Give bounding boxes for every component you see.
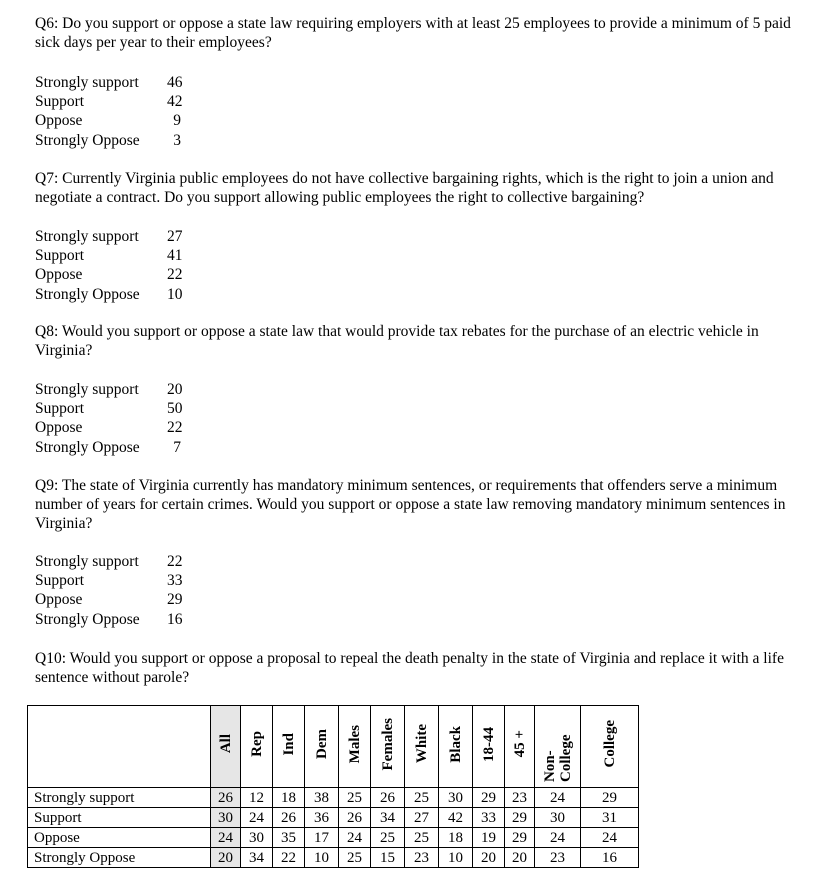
answer-value: 41	[167, 247, 183, 265]
table-cell: 33	[473, 808, 505, 828]
answer-label: Strongly Oppose	[35, 285, 140, 303]
answer-label: Support	[35, 247, 85, 265]
answer-label: Strongly support	[35, 553, 139, 570]
table-cell: 16	[581, 848, 639, 868]
table-cell: 30	[241, 828, 273, 848]
column-header: Dem	[305, 706, 339, 788]
table-row	[28, 848, 639, 868]
answer-row	[35, 285, 181, 304]
answer-label: Strongly support	[35, 381, 139, 398]
table-cell: 18	[439, 828, 473, 848]
table-cell: 10	[305, 848, 339, 868]
answer-label: Oppose	[35, 266, 83, 284]
row-label: Strongly Oppose	[28, 848, 211, 868]
column-header: Rep	[241, 706, 273, 788]
table-cell: 23	[535, 848, 581, 868]
answer-label: Strongly Oppose	[35, 131, 140, 149]
answer-label: Oppose	[35, 112, 83, 130]
column-header: College	[581, 706, 639, 788]
question-q7: Q7: Currently Virginia public employees do not have collective bargaining rights, which is the right to join a union and negotiate a contract. Do you support allowing public employees the right to collective bargaining?	[35, 170, 774, 206]
table-cell: 10	[439, 848, 473, 868]
answer-value: 33	[167, 572, 183, 590]
table-cell: 29	[473, 788, 505, 808]
answer-row	[35, 92, 181, 111]
answer-label: Oppose	[35, 591, 83, 609]
answer-value: 3	[173, 131, 181, 149]
table-header-row	[28, 706, 639, 788]
answer-row	[35, 227, 181, 246]
table-row	[28, 828, 639, 848]
table-cell: 34	[241, 848, 273, 868]
table-cell: 38	[305, 788, 339, 808]
column-header: 18-44	[473, 706, 505, 788]
answers-q9	[35, 552, 181, 629]
table-cell: 26	[273, 808, 305, 828]
answer-value: 10	[167, 285, 183, 303]
table-cell: 26	[211, 788, 241, 808]
row-label: Oppose	[28, 828, 211, 848]
table-cell: 29	[505, 808, 535, 828]
answer-label: Strongly support	[35, 228, 139, 245]
table-corner-cell	[28, 706, 211, 788]
table-cell: 25	[339, 848, 371, 868]
answers-q6	[35, 73, 181, 150]
table-cell: 24	[581, 828, 639, 848]
table-cell: 26	[371, 788, 405, 808]
answer-value: 22	[167, 553, 183, 570]
column-header: Ind	[273, 706, 305, 788]
table-cell: 24	[535, 788, 581, 808]
answer-label: Oppose	[35, 419, 83, 437]
answer-value: 29	[167, 591, 183, 609]
table-cell: 25	[339, 788, 371, 808]
answer-value: 27	[167, 228, 183, 245]
answer-value: 16	[167, 610, 183, 628]
table-cell: 25	[371, 828, 405, 848]
table-cell: 20	[505, 848, 535, 868]
table-cell: 30	[211, 808, 241, 828]
answer-row	[35, 246, 181, 265]
table-cell: 24	[339, 828, 371, 848]
question-q9: Q9: The state of Virginia currently has mandatory minimum sentences, or requirements that offenders serve a minimum number of years for certain crimes. Would you support or oppose a state law removing mandatory minimum sentences in Virginia?	[35, 477, 786, 532]
answer-row	[35, 265, 181, 284]
table-cell: 27	[405, 808, 439, 828]
table-cell: 24	[535, 828, 581, 848]
table-cell: 30	[439, 788, 473, 808]
question-q10: Q10: Would you support or oppose a proposal to repeal the death penalty in the state of Virginia and replace it with a life sentence without parole?	[35, 650, 784, 686]
table-cell: 23	[505, 788, 535, 808]
table-cell: 29	[505, 828, 535, 848]
table-cell: 18	[273, 788, 305, 808]
answer-value: 7	[173, 438, 181, 456]
table-cell: 15	[371, 848, 405, 868]
answer-label: Support	[35, 93, 85, 111]
question-q8: Q8: Would you support or oppose a state law that would provide tax rebates for the purchase of an electric vehicle in Virginia?	[35, 323, 759, 359]
row-label: Strongly support	[28, 788, 211, 808]
answer-value: 22	[167, 419, 183, 437]
answer-label: Strongly support	[35, 74, 139, 91]
answer-row	[35, 131, 181, 150]
answers-q7	[35, 227, 181, 304]
table-cell: 25	[405, 828, 439, 848]
table-cell: 29	[581, 788, 639, 808]
answer-label: Support	[35, 400, 85, 418]
table-cell: 42	[439, 808, 473, 828]
answer-row	[35, 438, 181, 457]
answers-q8	[35, 380, 181, 457]
table-cell: 24	[241, 808, 273, 828]
table-cell: 20	[211, 848, 241, 868]
row-label: Support	[28, 808, 211, 828]
answer-value: 22	[167, 266, 183, 284]
table-cell: 31	[581, 808, 639, 828]
table-cell: 23	[405, 848, 439, 868]
table-cell: 26	[339, 808, 371, 828]
answer-label: Strongly Oppose	[35, 610, 140, 628]
table-cell: 24	[211, 828, 241, 848]
answer-row	[35, 590, 181, 609]
table-row	[28, 788, 639, 808]
answer-row	[35, 73, 181, 92]
table-cell: 19	[473, 828, 505, 848]
column-header: Black	[439, 706, 473, 788]
column-header: White	[405, 706, 439, 788]
table-row	[28, 808, 639, 828]
answer-row	[35, 111, 181, 130]
column-header: Females	[371, 706, 405, 788]
answer-label: Support	[35, 572, 85, 590]
column-header: All	[211, 706, 241, 788]
answer-row	[35, 418, 181, 437]
table-cell: 17	[305, 828, 339, 848]
table-cell: 25	[405, 788, 439, 808]
column-header: Males	[339, 706, 371, 788]
column-header: 45 +	[505, 706, 535, 788]
answer-row	[35, 571, 181, 590]
answer-value: 50	[167, 400, 183, 418]
table-cell: 35	[273, 828, 305, 848]
table-cell: 36	[305, 808, 339, 828]
table-cell: 12	[241, 788, 273, 808]
answer-row	[35, 399, 181, 418]
answer-value: 9	[173, 112, 181, 130]
answer-row	[35, 610, 181, 629]
table-cell: 22	[273, 848, 305, 868]
table-cell: 20	[473, 848, 505, 868]
answer-value: 46	[167, 74, 183, 91]
answer-row	[35, 380, 181, 399]
column-header: Non-College	[535, 706, 581, 788]
table-cell: 34	[371, 808, 405, 828]
answer-row	[35, 552, 181, 571]
crosstab-table	[27, 705, 639, 868]
table-cell: 30	[535, 808, 581, 828]
question-q6: Q6: Do you support or oppose a state law requiring employers with at least 25 employees to provide a minimum of 5 paid sick days per year to their employees?	[35, 15, 791, 51]
answer-label: Strongly Oppose	[35, 438, 140, 456]
answer-value: 42	[167, 93, 183, 111]
answer-value: 20	[167, 381, 183, 398]
